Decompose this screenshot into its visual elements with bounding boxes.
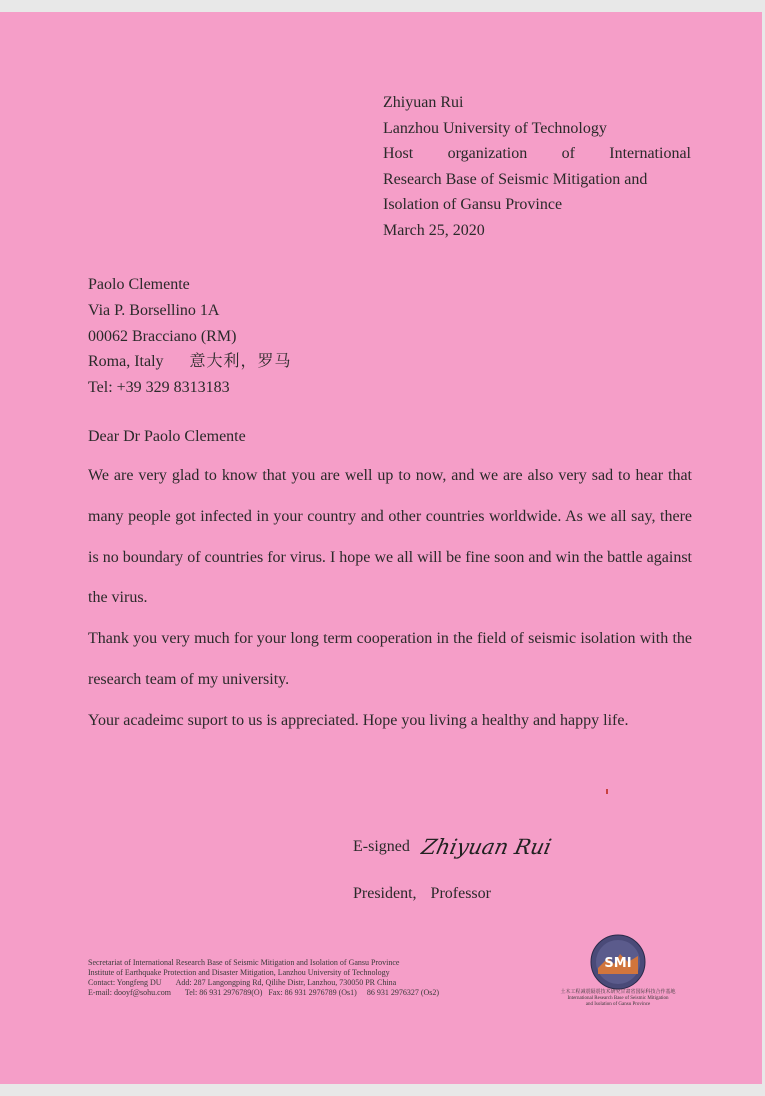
recipient-tel: Tel: +39 329 8313183 [88,379,230,397]
recipient-city: Roma, Italy [88,353,164,371]
ink-mark [606,789,608,794]
recipient-name: Paolo Clemente [88,276,190,293]
logo-caption [540,990,696,1008]
title-professor: Professor [430,885,491,902]
sender-role-line-1: Host organization of International [383,145,691,163]
recipient-city-zh: 意大利，罗马 [189,353,292,371]
footer-fax-2: 86 931 2976327 (Os2) [366,988,440,997]
recipient-postal: 00062 Bracciano (RM) [88,327,237,345]
footer-line-3 [88,978,439,988]
logo-text: SMI [604,956,632,971]
footer-fax: Fax: 86 931 2976789 (Os1) [268,988,357,997]
logo-caption-en-1: International Research Base of Seismic Mitigation [567,996,669,1001]
letter-body [88,456,692,742]
footer-email: E-mail: dooyf@sohu.com [88,988,171,997]
sender-block [383,90,691,244]
sender-role-line-3: Isolation of Gansu Province [383,196,563,214]
body-paragraph-1: We are very glad to know that you are well up to now, and we are also very sad to hear that many people got infected in your country and other countries worldwide. As we all say, there is no boundary of countries for virus. I hope we all will be fine soon and win the battle against the virus. [88,467,692,607]
recipient-city-row [88,349,292,375]
logo-caption-zh: 土木工程减震隔震技术研究甘肃省国际科技合作基地 [560,990,676,995]
letter-date: March 25, 2020 [383,221,485,239]
recipient-street: Via P. Borsellino 1A [88,301,220,319]
footer-line-2: Institute of Earthquake Protection and Disaster Mitigation, Lanzhou University of Technology [88,968,390,977]
sender-name: Zhiyuan Rui [383,94,464,111]
letter-page [0,12,762,1084]
e-signed-row [353,827,554,867]
signatory-title-row [353,885,551,903]
footer-contact: Contact: Yongfeng DU [88,978,162,987]
handwritten-signature: Zhiyuan Rui [419,835,554,859]
footer-line-1: Secretariat of International Research Base of Seismic Mitigation and Isolation of Gansu Province [88,958,400,967]
e-signed-label: E-signed [353,838,410,855]
footer-address: Add: 287 Langongping Rd, Qilihe Distr, Lanzhou, 730050 PR China [175,978,397,987]
sender-university: Lanzhou University of Technology [383,119,607,137]
letterhead-footer [88,958,439,998]
body-paragraph-2: Thank you very much for your long term cooperation in the field of seismic isolation with the research team of my university. [88,630,692,688]
footer-line-4 [88,988,439,998]
sender-role-line-2: Research Base of Seismic Mitigation and [383,170,648,188]
body-paragraph-3: Your acadeimc suport to us is appreciated. Hope you living a healthy and happy life. [88,711,629,729]
signature-block [353,827,554,903]
footer-tel: Tel: 86 931 2976789(O) [184,988,263,997]
recipient-block [88,272,292,401]
institution-logo-icon [590,934,646,990]
greeting: Dear Dr Paolo Clemente [88,428,246,445]
logo-caption-en-2: and Isolation of Gansu Province [585,1002,651,1007]
title-president: President, [353,885,417,902]
